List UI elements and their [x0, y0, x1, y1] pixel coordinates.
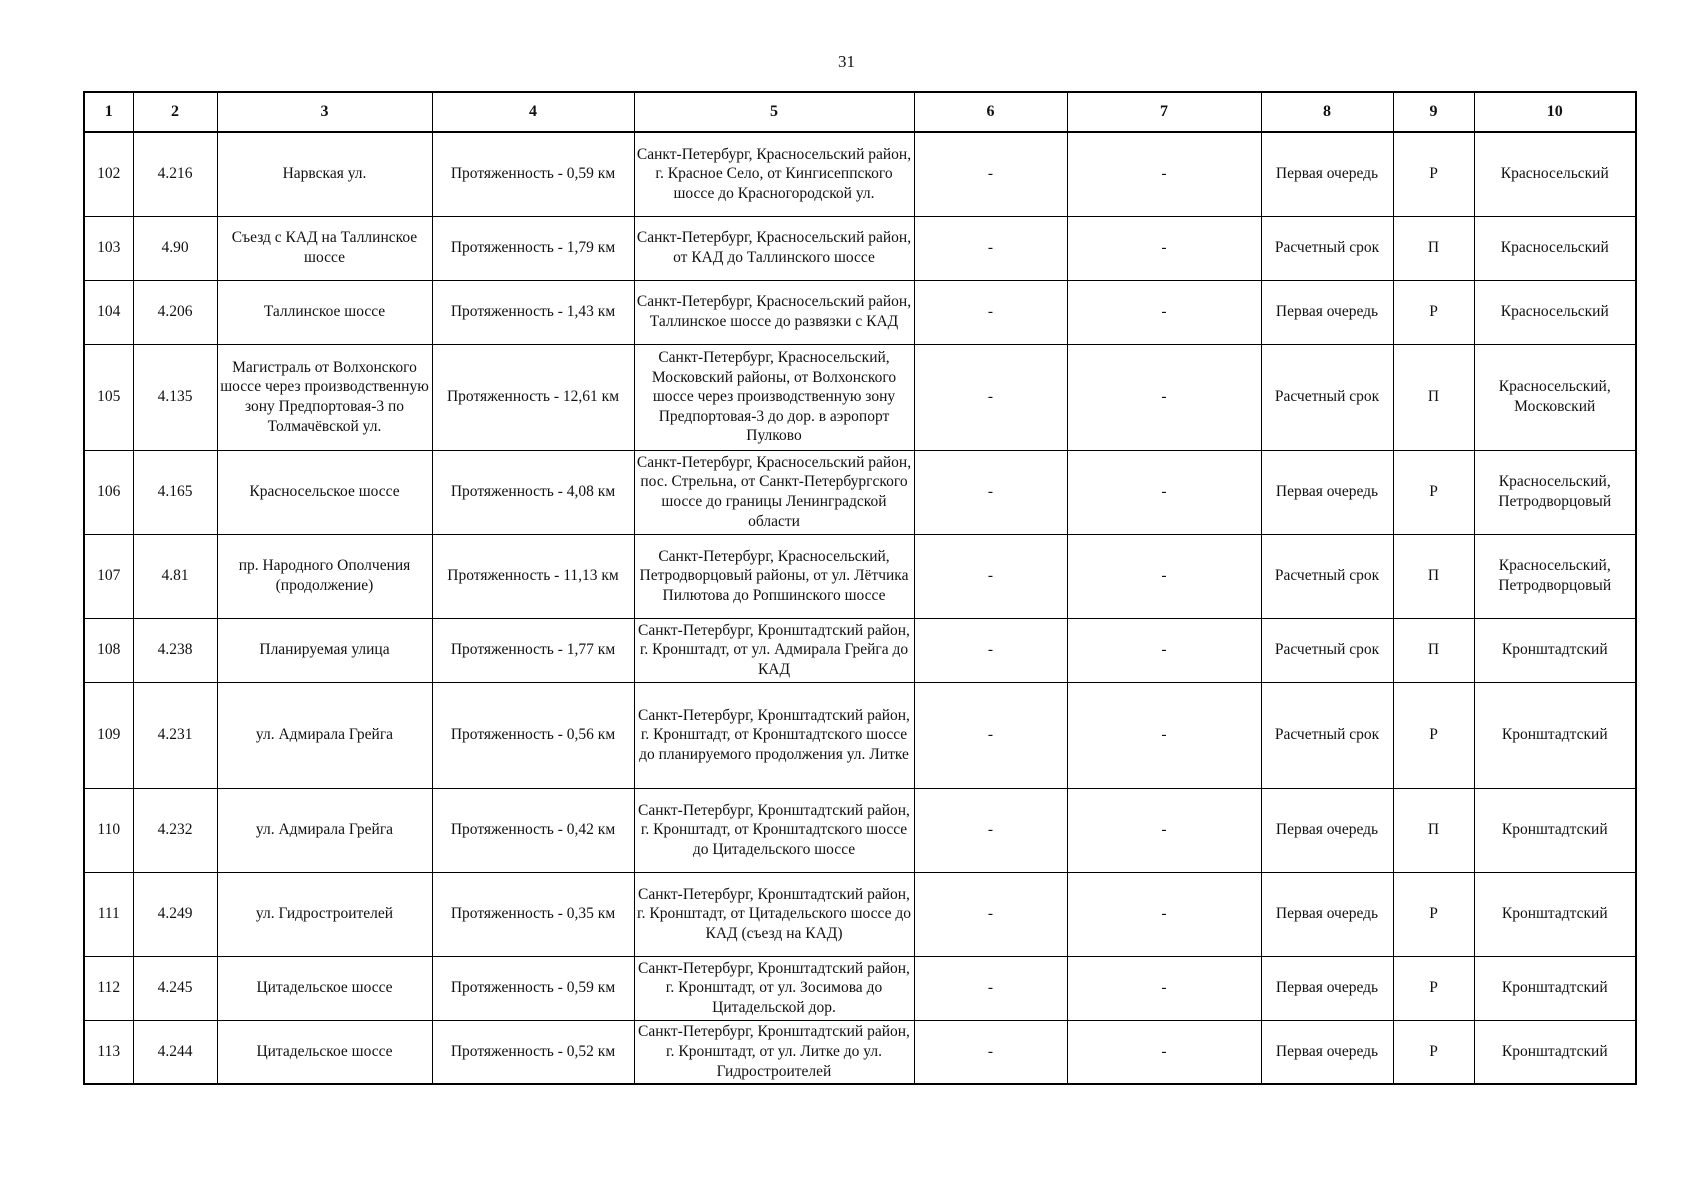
construction-stage: Первая очередь	[1261, 280, 1393, 344]
row-code: 4.81	[133, 534, 217, 618]
column-6-value: -	[914, 788, 1067, 872]
row-code: 4.232	[133, 788, 217, 872]
row-code: 4.245	[133, 956, 217, 1020]
column-7-value: -	[1067, 534, 1261, 618]
column-7-value: -	[1067, 1020, 1261, 1084]
road-length: Протяженность - 0,35 км	[432, 872, 634, 956]
column-7-value: -	[1067, 450, 1261, 534]
construction-stage: Первая очередь	[1261, 1020, 1393, 1084]
road-length: Протяженность - 0,42 км	[432, 788, 634, 872]
table-row	[84, 216, 1636, 280]
district-name: Красносельский, Петродворцовый	[1474, 534, 1636, 618]
column-header: 7	[1067, 92, 1261, 132]
road-type: Р	[1393, 280, 1474, 344]
row-code: 4.231	[133, 682, 217, 788]
row-number: 104	[84, 280, 133, 344]
road-location: Санкт-Петербург, Кронштадтский район, г. Кронштадт, от ул. Адмирала Грейга до КАД	[634, 618, 914, 682]
table-row	[84, 788, 1636, 872]
table-row	[84, 618, 1636, 682]
row-code: 4.238	[133, 618, 217, 682]
column-header: 5	[634, 92, 914, 132]
column-header: 10	[1474, 92, 1636, 132]
road-length: Протяженность - 4,08 км	[432, 450, 634, 534]
row-number: 112	[84, 956, 133, 1020]
road-location: Санкт-Петербург, Кронштадтский район, г. Кронштадт, от Кронштадтского шоссе до Цитадельского шоссе	[634, 788, 914, 872]
construction-stage: Расчетный срок	[1261, 344, 1393, 450]
row-code: 4.135	[133, 344, 217, 450]
row-number: 103	[84, 216, 133, 280]
column-6-value: -	[914, 956, 1067, 1020]
road-type: Р	[1393, 682, 1474, 788]
row-number: 105	[84, 344, 133, 450]
road-name: Магистраль от Волхонского шоссе через производственную зону Предпортовая-3 по Толмачёвской ул.	[217, 344, 432, 450]
column-6-value: -	[914, 132, 1067, 216]
row-number: 111	[84, 872, 133, 956]
road-name: Нарвская ул.	[217, 132, 432, 216]
road-name: Цитадельское шоссе	[217, 1020, 432, 1084]
row-number: 107	[84, 534, 133, 618]
column-header: 3	[217, 92, 432, 132]
road-name: Таллинское шоссе	[217, 280, 432, 344]
column-header: 9	[1393, 92, 1474, 132]
district-name: Кронштадтский	[1474, 788, 1636, 872]
road-type: Р	[1393, 132, 1474, 216]
row-code: 4.249	[133, 872, 217, 956]
construction-stage: Расчетный срок	[1261, 682, 1393, 788]
column-7-value: -	[1067, 344, 1261, 450]
column-header: 4	[432, 92, 634, 132]
road-type: Р	[1393, 1020, 1474, 1084]
road-type: П	[1393, 216, 1474, 280]
road-length: Протяженность - 1,43 км	[432, 280, 634, 344]
road-table	[83, 91, 1637, 1085]
column-6-value: -	[914, 344, 1067, 450]
road-type: Р	[1393, 872, 1474, 956]
table-row	[84, 872, 1636, 956]
road-location: Санкт-Петербург, Кронштадтский район, г. Кронштадт, от ул. Литке до ул. Гидростроителей	[634, 1020, 914, 1084]
column-header: 2	[133, 92, 217, 132]
road-length: Протяженность - 1,79 км	[432, 216, 634, 280]
column-6-value: -	[914, 450, 1067, 534]
district-name: Кронштадтский	[1474, 682, 1636, 788]
road-location: Санкт-Петербург, Кронштадтский район, г. Кронштадт, от ул. Зосимова до Цитадельской дор.	[634, 956, 914, 1020]
column-header: 8	[1261, 92, 1393, 132]
column-6-value: -	[914, 682, 1067, 788]
road-location: Санкт-Петербург, Красносельский район, Таллинское шоссе до развязки с КАД	[634, 280, 914, 344]
road-name: ул. Гидростроителей	[217, 872, 432, 956]
row-number: 108	[84, 618, 133, 682]
road-name: Красносельское шоссе	[217, 450, 432, 534]
row-code: 4.216	[133, 132, 217, 216]
road-length: Протяженность - 12,61 км	[432, 344, 634, 450]
column-6-value: -	[914, 216, 1067, 280]
table-row	[84, 1020, 1636, 1084]
district-name: Красносельский, Петродворцовый	[1474, 450, 1636, 534]
road-length: Протяженность - 1,77 км	[432, 618, 634, 682]
row-code: 4.244	[133, 1020, 217, 1084]
column-6-value: -	[914, 618, 1067, 682]
row-number: 106	[84, 450, 133, 534]
road-length: Протяженность - 0,52 км	[432, 1020, 634, 1084]
road-location: Санкт-Петербург, Красносельский район, от КАД до Таллинского шоссе	[634, 216, 914, 280]
column-7-value: -	[1067, 788, 1261, 872]
table-row	[84, 534, 1636, 618]
road-length: Протяженность - 0,59 км	[432, 956, 634, 1020]
table-row	[84, 344, 1636, 450]
road-type: Р	[1393, 450, 1474, 534]
district-name: Красносельский	[1474, 216, 1636, 280]
table-body	[84, 132, 1636, 1084]
column-header: 1	[84, 92, 133, 132]
construction-stage: Первая очередь	[1261, 872, 1393, 956]
column-header: 6	[914, 92, 1067, 132]
road-name: ул. Адмирала Грейга	[217, 682, 432, 788]
road-length: Протяженность - 0,56 км	[432, 682, 634, 788]
road-location: Санкт-Петербург, Красносельский район, г. Красное Село, от Кингисеппского шоссе до Красногородской ул.	[634, 132, 914, 216]
construction-stage: Первая очередь	[1261, 450, 1393, 534]
column-7-value: -	[1067, 618, 1261, 682]
construction-stage: Расчетный срок	[1261, 618, 1393, 682]
road-length: Протяженность - 11,13 км	[432, 534, 634, 618]
road-location: Санкт-Петербург, Красносельский район, пос. Стрельна, от Санкт-Петербургского шоссе до границы Ленинградской области	[634, 450, 914, 534]
column-7-value: -	[1067, 280, 1261, 344]
road-type: П	[1393, 618, 1474, 682]
row-code: 4.206	[133, 280, 217, 344]
road-name: Цитадельское шоссе	[217, 956, 432, 1020]
column-7-value: -	[1067, 216, 1261, 280]
row-number: 109	[84, 682, 133, 788]
road-location: Санкт-Петербург, Красносельский, Московский районы, от Волхонского шоссе через производственную зону Предпортовая-3 до дор. в аэропорт Пулково	[634, 344, 914, 450]
column-7-value: -	[1067, 872, 1261, 956]
road-name: ул. Адмирала Грейга	[217, 788, 432, 872]
row-code: 4.90	[133, 216, 217, 280]
table-row	[84, 280, 1636, 344]
row-code: 4.165	[133, 450, 217, 534]
district-name: Красносельский	[1474, 280, 1636, 344]
construction-stage: Расчетный срок	[1261, 534, 1393, 618]
column-6-value: -	[914, 280, 1067, 344]
road-location: Санкт-Петербург, Кронштадтский район, г. Кронштадт, от Кронштадтского шоссе до планируемого продолжения ул. Литке	[634, 682, 914, 788]
column-7-value: -	[1067, 682, 1261, 788]
table-row	[84, 450, 1636, 534]
table-header-row	[84, 92, 1636, 132]
road-location: Санкт-Петербург, Красносельский, Петродворцовый районы, от ул. Лётчика Пилютова до Ропшинского шоссе	[634, 534, 914, 618]
road-name: Планируемая улица	[217, 618, 432, 682]
column-7-value: -	[1067, 132, 1261, 216]
district-name: Кронштадтский	[1474, 956, 1636, 1020]
page-number: 31	[838, 52, 855, 71]
road-type: П	[1393, 788, 1474, 872]
column-7-value: -	[1067, 956, 1261, 1020]
construction-stage: Первая очередь	[1261, 788, 1393, 872]
road-location: Санкт-Петербург, Кронштадтский район, г. Кронштадт, от Цитадельского шоссе до КАД (съезд на КАД)	[634, 872, 914, 956]
road-type: П	[1393, 534, 1474, 618]
table-row	[84, 132, 1636, 216]
district-name: Кронштадтский	[1474, 618, 1636, 682]
district-name: Красносельский, Московский	[1474, 344, 1636, 450]
column-6-value: -	[914, 872, 1067, 956]
road-length: Протяженность - 0,59 км	[432, 132, 634, 216]
construction-stage: Первая очередь	[1261, 132, 1393, 216]
road-type: П	[1393, 344, 1474, 450]
road-name: Съезд с КАД на Таллинское шоссе	[217, 216, 432, 280]
row-number: 110	[84, 788, 133, 872]
table-row	[84, 682, 1636, 788]
road-name: пр. Народного Ополчения (продолжение)	[217, 534, 432, 618]
district-name: Кронштадтский	[1474, 1020, 1636, 1084]
district-name: Красносельский	[1474, 132, 1636, 216]
row-number: 113	[84, 1020, 133, 1084]
table-row	[84, 956, 1636, 1020]
construction-stage: Расчетный срок	[1261, 216, 1393, 280]
construction-stage: Первая очередь	[1261, 956, 1393, 1020]
road-type: Р	[1393, 956, 1474, 1020]
district-name: Кронштадтский	[1474, 872, 1636, 956]
column-6-value: -	[914, 534, 1067, 618]
row-number: 102	[84, 132, 133, 216]
column-6-value: -	[914, 1020, 1067, 1084]
